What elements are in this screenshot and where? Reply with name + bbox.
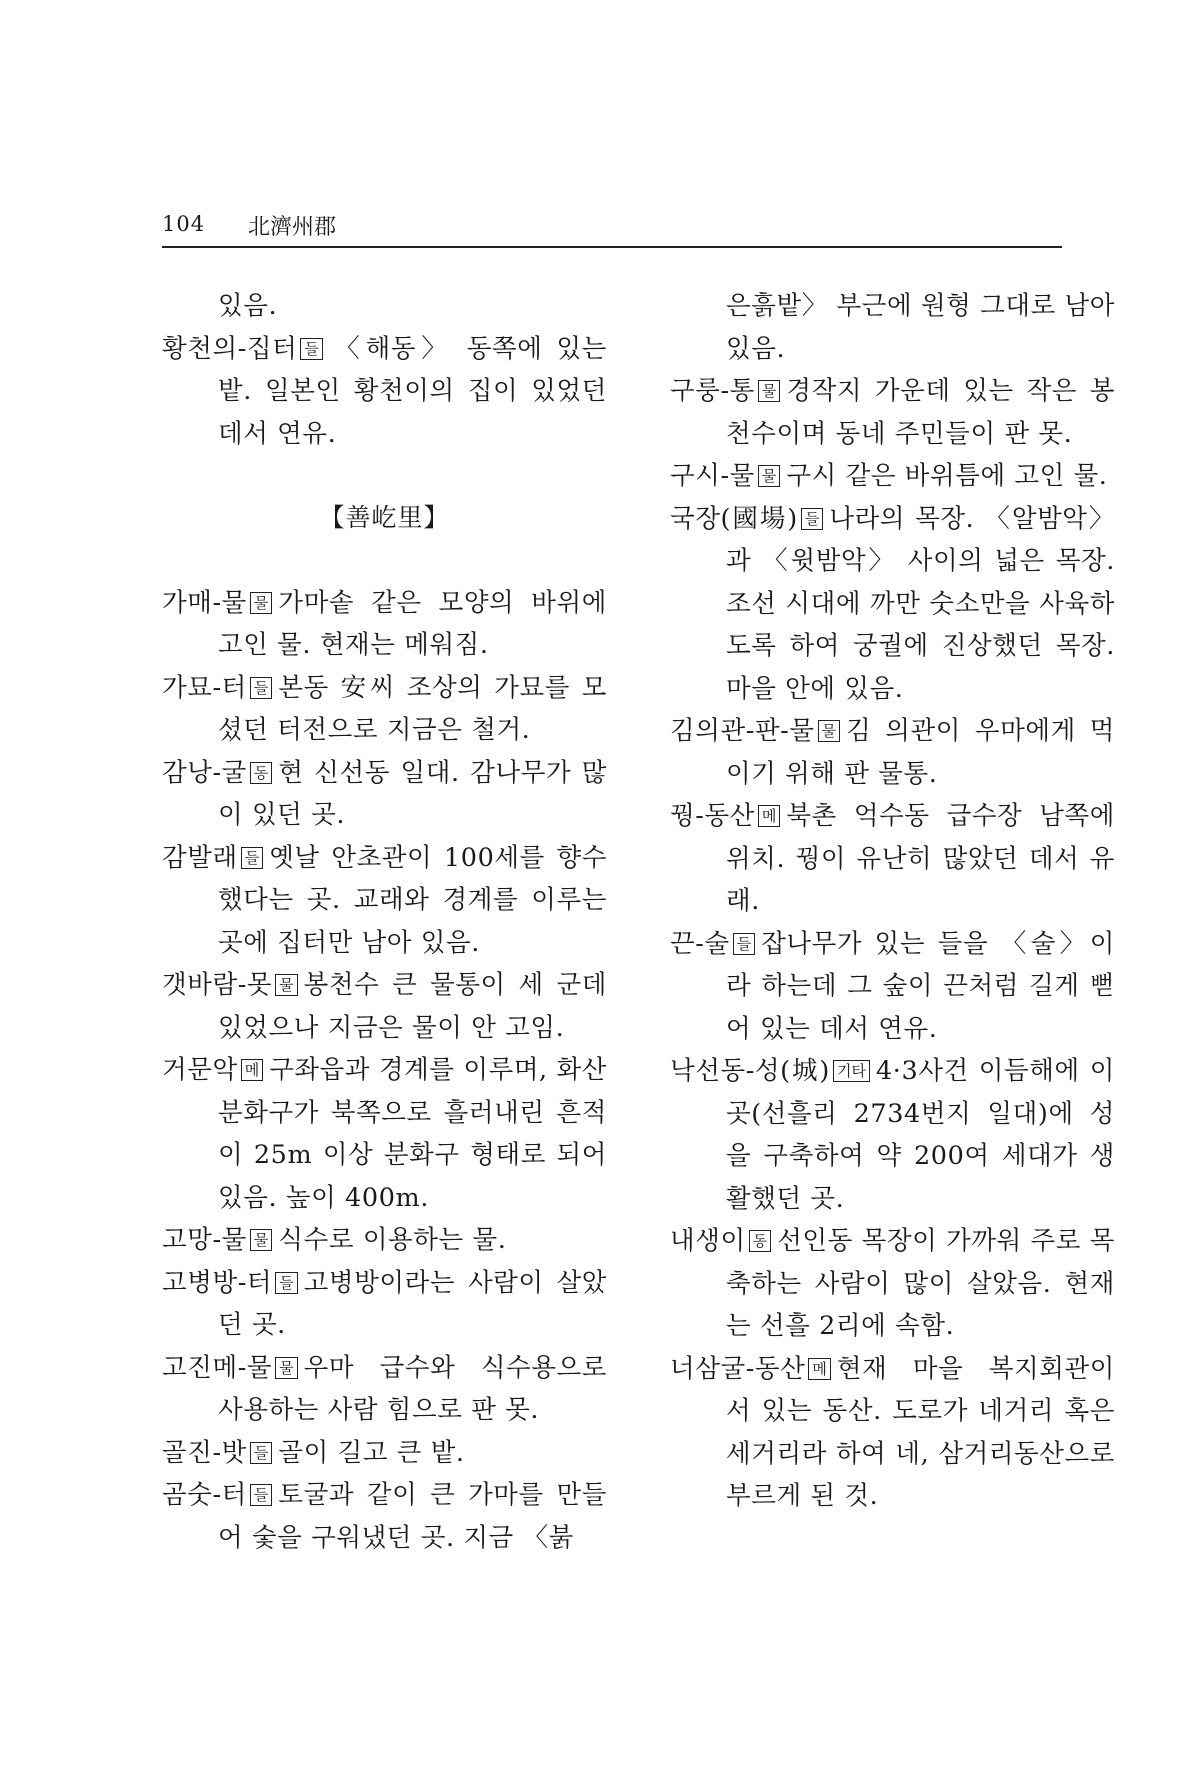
entry-definition: 본동 安씨 조상의 가묘를 모셨던 터전으로 지금은 철거. xyxy=(218,672,607,745)
entry-definition: 옛날 안초관이 100세를 향수했다는 곳. 교래와 경계를 이루는 곳에 집터만 남아 있음. xyxy=(218,842,607,958)
category-tag: 들 xyxy=(300,338,323,360)
dictionary-entry xyxy=(670,1348,1115,1518)
dictionary-entry xyxy=(670,1050,1115,1220)
dictionary-entry xyxy=(162,328,607,456)
entry-definition: 골이 길고 큰 밭. xyxy=(278,1437,465,1468)
category-tag: 동 xyxy=(749,1230,772,1252)
entry-term: 구룽-통 xyxy=(670,376,755,406)
entry-term: 꿩-동산 xyxy=(670,801,755,831)
category-tag: 들 xyxy=(801,508,824,530)
dictionary-entry xyxy=(162,837,607,965)
entry-term: 거문악 xyxy=(162,1055,238,1085)
category-tag: 들 xyxy=(733,933,756,955)
entry-term: 갯바람-못 xyxy=(162,970,273,1000)
entry-term: 감발래 xyxy=(162,842,238,873)
section-title: 【善屹里】 xyxy=(319,503,450,532)
entry-definition: 잡나무가 있는 들을 〈술〉이라 하는데 그 숲이 끈처럼 길게 뻗어 있는 데서 연유. xyxy=(726,928,1115,1044)
dictionary-entry xyxy=(670,710,1115,795)
entry-definition: 현 신선동 일대. 감나무가 많이 있던 곳. xyxy=(218,757,607,830)
category-tag: 물 xyxy=(758,465,781,487)
category-tag: 기타 xyxy=(833,1060,870,1082)
entry-definition: 4·3사건 이듬해에 이곳(선흘리 2734번지 일대)에 성을 구축하여 약 200여 세대가 생활했던 곳. xyxy=(726,1056,1115,1214)
entry-definition: 북촌 억수동 급수장 남쪽에 위치. 꿩이 유난히 많았던 데서 유래. xyxy=(726,801,1115,916)
page-header xyxy=(162,210,1062,244)
dictionary-entry xyxy=(162,667,607,752)
dictionary-entry xyxy=(162,752,607,837)
dictionary-entry xyxy=(162,582,607,667)
entry-term: 황천의-집터 xyxy=(162,333,298,364)
entry-definition: 구시 같은 바위틈에 고인 물. xyxy=(786,461,1108,491)
entry-definition: 고병방이라는 사람이 살았던 곳. xyxy=(218,1267,607,1340)
dictionary-entry xyxy=(670,1220,1115,1348)
entry-term: 감낭-굴 xyxy=(162,757,247,788)
entry-definition: 나라의 목장. 〈알밤악〉과 〈윗밤악〉 사이의 넓은 목장. 조선 시대에 까만 숫소만을 사육하도록 하여 궁궐에 진상했던 목장. 마을 안에 있음. xyxy=(726,503,1115,704)
dictionary-entry xyxy=(162,1262,607,1347)
category-tag: 물 xyxy=(758,380,781,402)
entry-term: 김의관-판-물 xyxy=(670,716,815,746)
entry-term: 곰숫-터 xyxy=(162,1480,247,1510)
dictionary-entry xyxy=(670,498,1115,711)
entry-definition: 구좌읍과 경계를 이루며, 화산 분화구가 북쪽으로 흘러내린 흔적이 25m 이상 분화구 형태로 되어 있음. 높이 400m. xyxy=(218,1055,607,1213)
entry-definition: 봉천수 큰 물통이 세 군데 있었으나 지금은 물이 안 고임. xyxy=(218,970,607,1043)
dictionary-entry xyxy=(162,964,607,1049)
entry-definition: 가마솥 같은 모양의 바위에 고인 물. 현재는 메워짐. xyxy=(218,587,607,660)
continued-text: 있음. xyxy=(218,291,278,321)
right-column xyxy=(670,285,1115,1518)
dictionary-entry xyxy=(162,1432,607,1475)
entry-definition: 우마 급수와 식수용으로 사용하는 사람 힘으로 판 못. xyxy=(218,1352,607,1425)
entry-term: 고망-물 xyxy=(162,1225,247,1255)
category-tag: 물 xyxy=(275,1357,298,1379)
category-tag: 들 xyxy=(250,1484,273,1506)
category-tag: 들 xyxy=(250,1442,273,1464)
category-tag: 동 xyxy=(250,762,273,784)
dictionary-entry xyxy=(162,1219,607,1262)
dictionary-entry xyxy=(670,923,1115,1051)
category-tag: 들 xyxy=(250,677,273,699)
running-title: 北濟州郡 xyxy=(248,215,337,240)
entry-definition: 현재 마을 복지회관이 서 있는 동산. 도로가 네거리 혹은 세거리라 하여 네, 삼거리동산으로 부르게 된 것. xyxy=(726,1353,1115,1511)
entry-term: 가묘-터 xyxy=(162,672,247,703)
dictionary-entry xyxy=(162,1347,607,1432)
category-tag: 메 xyxy=(241,1059,264,1081)
entry-term: 고병방-터 xyxy=(162,1267,273,1298)
dictionary-entry xyxy=(670,455,1115,498)
category-tag: 물 xyxy=(818,720,841,742)
dictionary-entry xyxy=(162,1474,607,1559)
entry-term: 내생이 xyxy=(670,1226,746,1256)
entry-definition: 〈해동〉 동쪽에 있는 밭. 일본인 황천이의 집이 있었던 데서 연유. xyxy=(218,333,607,449)
left-column xyxy=(162,285,607,1559)
category-tag: 물 xyxy=(275,974,298,996)
entry-definition: 토굴과 같이 큰 가마를 만들어 숯을 구워냈던 곳. 지금 〈붉 xyxy=(218,1480,607,1553)
category-tag: 들 xyxy=(241,847,264,869)
entry-term: 가매-물 xyxy=(162,587,247,618)
dictionary-entry xyxy=(670,370,1115,455)
header-rule xyxy=(162,246,1062,248)
entry-definition: 선인동 목장이 가까워 주로 목축하는 사람이 많이 살았음. 현재는 선흘 2리에 속함. xyxy=(726,1226,1115,1341)
dictionary-entry xyxy=(162,1049,607,1219)
entry-definition: 김 의관이 우마에게 먹이기 위해 판 물통. xyxy=(726,716,1115,789)
category-tag: 들 xyxy=(275,1272,298,1294)
entry-term: 고진메-물 xyxy=(162,1352,273,1383)
continued-text: 은흙밭〉 부근에 원형 그대로 남아 있음. xyxy=(726,291,1115,364)
entry-term: 낙선동-성(城) xyxy=(670,1056,830,1086)
dictionary-entry xyxy=(670,795,1115,923)
category-tag: 메 xyxy=(758,805,781,827)
page-number: 104 xyxy=(162,212,206,236)
entry-definition: 경작지 가운데 있는 작은 봉천수이며 동네 주민들이 판 못. xyxy=(726,376,1115,449)
category-tag: 메 xyxy=(808,1358,831,1380)
entry-term: 골진-밧 xyxy=(162,1437,247,1468)
entry-term: 국장(國場) xyxy=(670,503,798,534)
category-tag: 물 xyxy=(250,1229,273,1251)
entry-term: 끈-술 xyxy=(670,928,730,959)
entry-definition: 식수로 이용하는 물. xyxy=(278,1225,507,1255)
entry-term: 구시-물 xyxy=(670,461,755,491)
category-tag: 물 xyxy=(250,592,273,614)
entry-term: 너삼굴-동산 xyxy=(670,1353,806,1384)
